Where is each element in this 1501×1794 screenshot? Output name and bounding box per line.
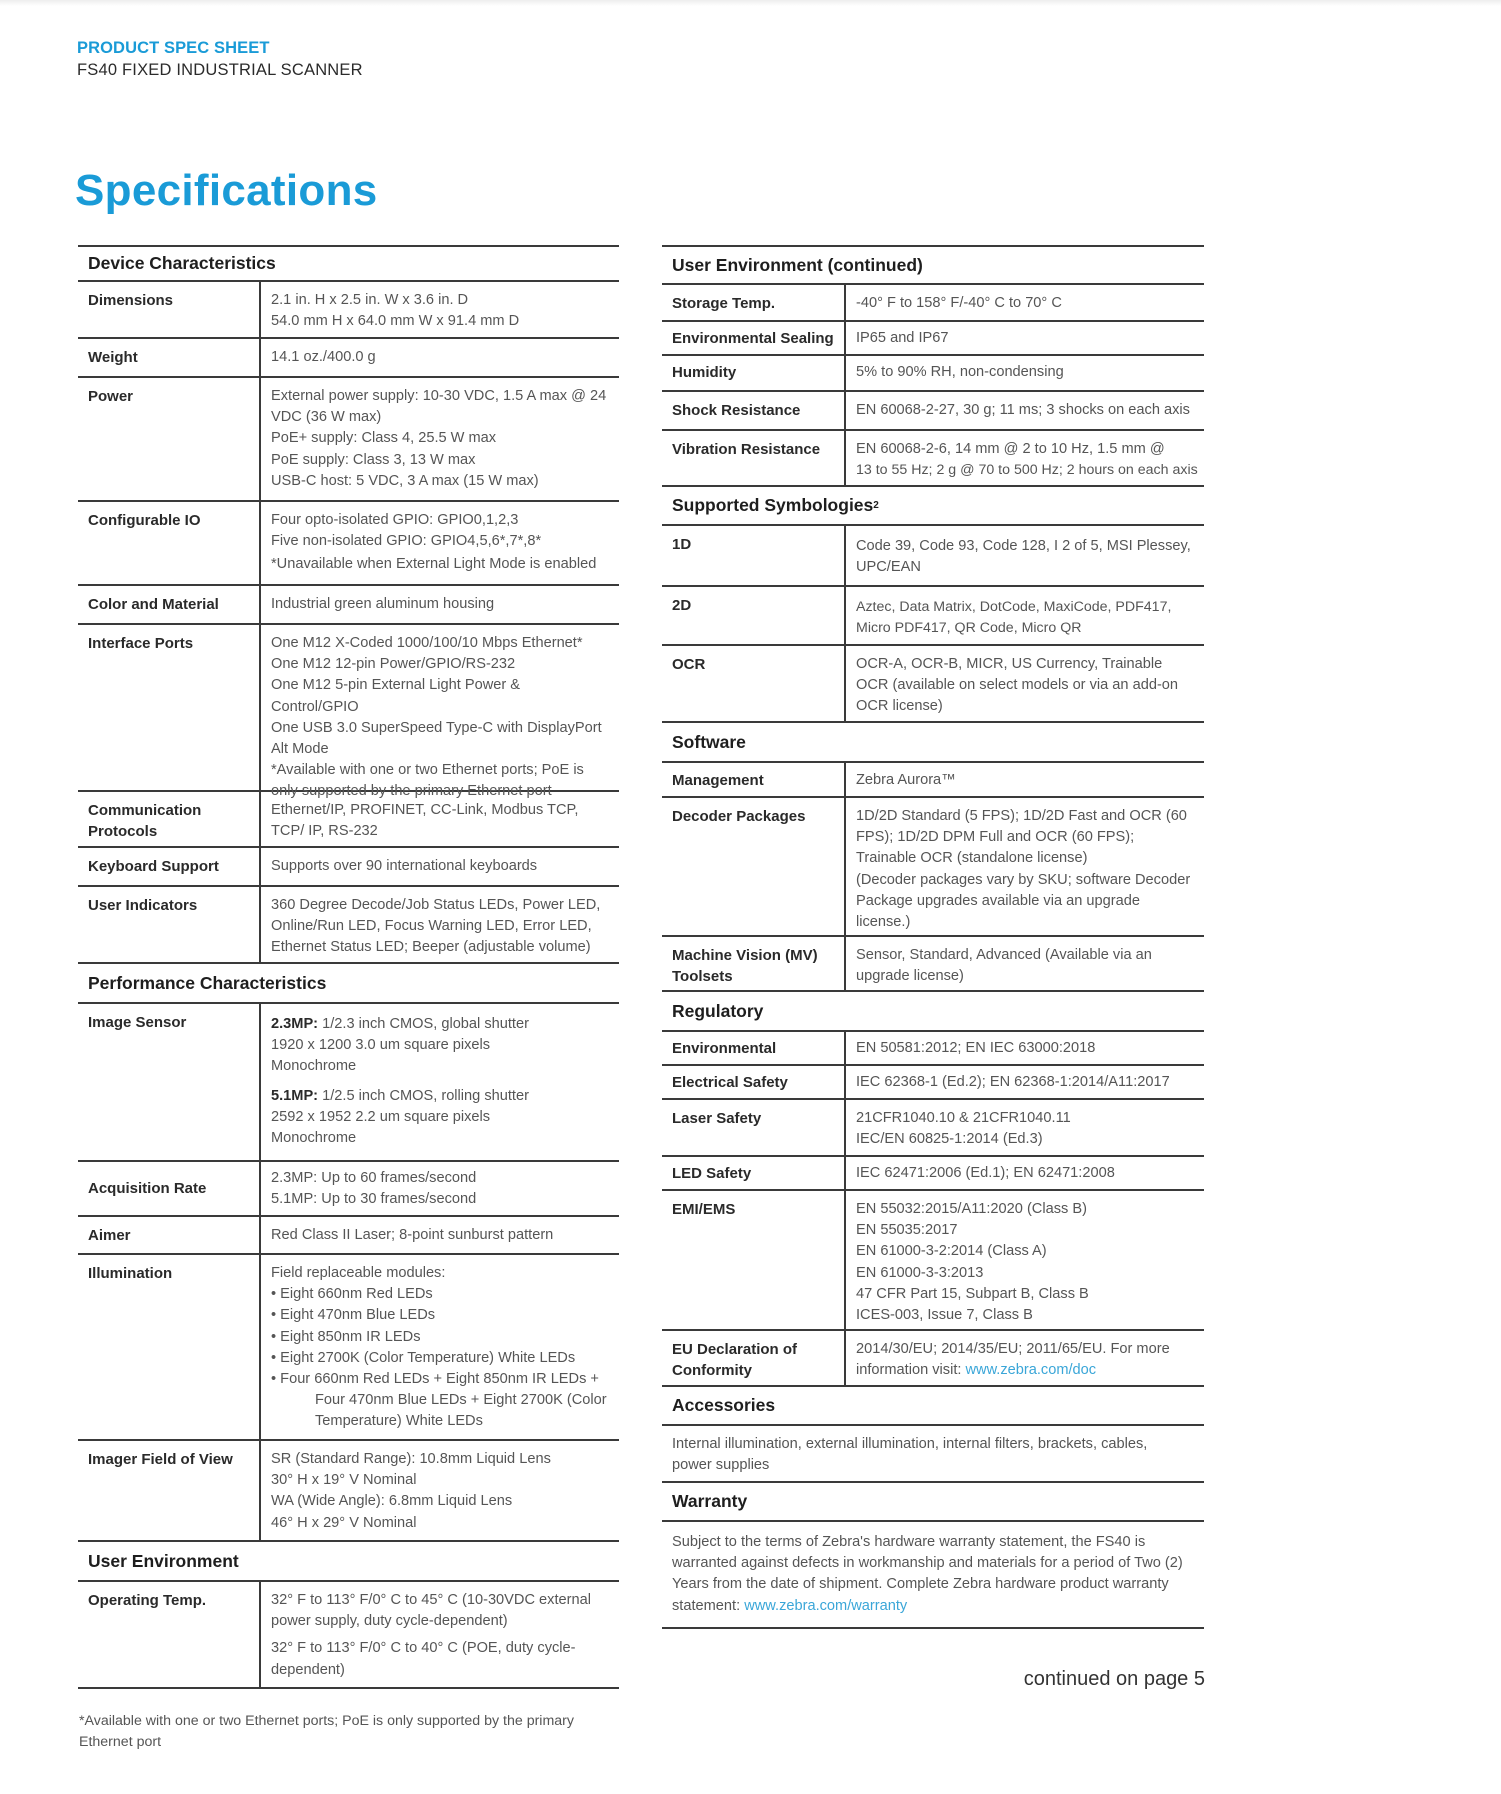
value-line: 30° H x 19° V Nominal bbox=[271, 1472, 417, 1489]
value-text: 2014/30/EU; 2014/35/EU; 2011/65/EU. For more information visit: bbox=[856, 1341, 1170, 1379]
value-line: One M12 12-pin Power/GPIO/RS-232 bbox=[271, 656, 516, 673]
value-line: Five non-isolated GPIO: GPIO4,5,6*,7*,8* bbox=[271, 533, 542, 550]
value-line: Supports over 90 international keyboards bbox=[271, 858, 538, 874]
value-line: 32° F to 113° F/0° C to 40° C (POE, duty cycle-dependent) bbox=[271, 1640, 576, 1678]
value-line: 32° F to 113° F/0° C to 45° C (10-30VDC external power supply, duty cycle-dependent) bbox=[271, 1592, 591, 1630]
spec-value bbox=[846, 937, 1204, 990]
sensor-variant-label: 5.1MP: bbox=[271, 1087, 319, 1104]
value-line: Monochrome bbox=[271, 1058, 357, 1075]
sensor-spec: 1/2.3 inch CMOS, global shutter bbox=[318, 1016, 529, 1032]
spec-row-configurable-io bbox=[78, 502, 619, 586]
value-line: 46° H x 29° V Nominal bbox=[271, 1514, 417, 1531]
spec-label: Environmental Sealing bbox=[662, 322, 846, 354]
value-line: External power supply: 10-30 VDC, 1.5 A max @ 24 VDC (36 W max) bbox=[271, 388, 607, 426]
spec-value bbox=[261, 625, 619, 800]
spec-label: EU Declaration of Conformity bbox=[662, 1331, 846, 1385]
spec-row-power bbox=[78, 378, 619, 502]
spec-value bbox=[261, 848, 619, 885]
spec-value bbox=[261, 792, 619, 846]
spec-row-2d bbox=[662, 587, 1204, 646]
spec-label: Storage Temp. bbox=[662, 285, 846, 320]
value-line bbox=[271, 1014, 611, 1035]
value-line: 14.1 oz./400.0 g bbox=[271, 349, 376, 365]
value-line: IEC 62471:2006 (Ed.1); EN 62471:2008 bbox=[856, 1165, 1115, 1181]
left-column bbox=[78, 245, 619, 1689]
spec-value bbox=[261, 1255, 619, 1439]
value-line: EN 60068-2-6, 14 mm @ 2 to 10 Hz, 1.5 mm @ bbox=[856, 441, 1165, 457]
value-line: 2.1 in. H x 2.5 in. W x 3.6 in. D bbox=[271, 292, 469, 308]
spec-row-aimer bbox=[78, 1217, 619, 1255]
value-line: IP65 and IP67 bbox=[856, 330, 949, 346]
spec-value bbox=[261, 586, 619, 623]
value-line: EN 55035:2017 bbox=[856, 1222, 958, 1239]
spec-label: Interface Ports bbox=[78, 625, 261, 790]
section-heading-warranty: Warranty bbox=[662, 1483, 1204, 1522]
bullet-continuation: Four 470nm Blue LEDs + Eight 2700K (Color Temperature) White LEDs bbox=[315, 1392, 607, 1430]
value-line: Code 39, Code 93, Code 128, I 2 of 5, MSI Plessey, UPC/EAN bbox=[856, 538, 1191, 576]
value-line: Red Class II Laser; 8-point sunburst pattern bbox=[271, 1227, 554, 1243]
spec-value bbox=[846, 392, 1204, 429]
spec-row-eu-declaration bbox=[662, 1331, 1204, 1387]
spec-label: Power bbox=[78, 378, 261, 500]
spec-label: Color and Material bbox=[78, 586, 261, 623]
page-title: Specifications bbox=[75, 166, 378, 215]
spec-label: Decoder Packages bbox=[662, 798, 846, 935]
value-line: 2.3MP: Up to 60 frames/second bbox=[271, 1170, 477, 1186]
section-heading-regulatory: Regulatory bbox=[662, 992, 1204, 1032]
spec-value bbox=[846, 1157, 1204, 1189]
spec-row-color-material bbox=[78, 586, 619, 625]
spec-value bbox=[846, 431, 1204, 485]
value-line: *Available with one or two Ethernet ports; PoE is only supported by the primary Ethernet port bbox=[271, 762, 584, 800]
spec-row-acquisition-rate bbox=[78, 1162, 619, 1217]
value-line: 360 Degree Decode/Job Status LEDs, Power LED, Online/Run LED, Focus Warning LED, Error LED, Ethernet Status LED; Beeper (adjustable volume) bbox=[271, 897, 601, 956]
spec-row-ocr bbox=[662, 646, 1204, 723]
bullet-item: • Four 660nm Red LEDs + Eight 850nm IR LEDs + bbox=[271, 1371, 599, 1388]
section-heading-software: Software bbox=[662, 723, 1204, 763]
value-line: EN 60068-2-27, 30 g; 11 ms; 3 shocks on each axis bbox=[856, 402, 1190, 418]
value-line: 1920 x 1200 3.0 um square pixels bbox=[271, 1037, 491, 1054]
value-line: Four opto-isolated GPIO: GPIO0,1,2,3 bbox=[271, 512, 519, 528]
section-heading-user-environment-continued: User Environment (continued) bbox=[662, 245, 1204, 285]
value-line: One M12 X-Coded 1000/100/10 Mbps Ethernet* bbox=[271, 635, 583, 651]
value-line: Ethernet/IP, PROFINET, CC-Link, Modbus TCP, TCP/ IP, RS-232 bbox=[271, 802, 579, 840]
spec-label: 2D bbox=[662, 587, 846, 644]
spec-row-environmental bbox=[662, 1032, 1204, 1066]
value-line: 54.0 mm H x 64.0 mm W x 91.4 mm D bbox=[271, 313, 520, 330]
value-line: 2592 x 1952 2.2 um square pixels bbox=[271, 1108, 491, 1125]
spec-label: Aimer bbox=[78, 1217, 261, 1253]
spec-value bbox=[261, 1162, 619, 1215]
section-heading-symbologies bbox=[662, 487, 1204, 526]
value-line: 5.1MP: Up to 30 frames/second bbox=[271, 1191, 477, 1208]
spec-label: Machine Vision (MV) Toolsets bbox=[662, 937, 846, 990]
spec-value bbox=[846, 1032, 1204, 1064]
value-line: IEC/EN 60825-1:2014 (Ed.3) bbox=[856, 1131, 1043, 1148]
spec-value bbox=[846, 587, 1204, 644]
value-line: USB-C host: 5 VDC, 3 A max (15 W max) bbox=[271, 472, 539, 489]
spec-value bbox=[261, 282, 619, 337]
spec-label: User Indicators bbox=[78, 887, 261, 962]
spec-value bbox=[261, 1582, 619, 1687]
spec-label: Imager Field of View bbox=[78, 1441, 261, 1540]
continued-note: continued on page 5 bbox=[1023, 1668, 1205, 1690]
spec-row-machine-vision bbox=[662, 937, 1204, 992]
spec-label: Configurable IO bbox=[78, 502, 261, 584]
spec-label: OCR bbox=[662, 646, 846, 721]
spec-row-1d bbox=[662, 526, 1204, 587]
footnote-marker: 2 bbox=[873, 500, 879, 511]
spec-value bbox=[846, 1066, 1204, 1098]
spec-row-operating-temp bbox=[78, 1582, 619, 1689]
spec-label: Image Sensor bbox=[78, 1004, 261, 1160]
doc-kicker: PRODUCT SPEC SHEET bbox=[77, 39, 270, 57]
value-line: *Unavailable when External Light Mode is enabled bbox=[271, 556, 597, 573]
spec-label: Illumination bbox=[78, 1255, 261, 1439]
value-line: 21CFR1040.10 & 21CFR1040.11 bbox=[856, 1110, 1071, 1126]
section-heading-device: Device Characteristics bbox=[78, 245, 619, 282]
spec-row-keyboard-support bbox=[78, 848, 619, 887]
spec-value bbox=[846, 763, 1204, 796]
value-line: -40° F to 158° F/-40° C to 70° C bbox=[856, 295, 1062, 311]
section-heading-accessories: Accessories bbox=[662, 1387, 1204, 1426]
spec-label: Communication Protocols bbox=[78, 792, 261, 846]
spec-row-illumination bbox=[78, 1255, 619, 1441]
spec-row-humidity bbox=[662, 356, 1204, 392]
value-line bbox=[271, 1086, 611, 1107]
value-line: Industrial green aluminum housing bbox=[271, 596, 495, 612]
spec-row-environmental-sealing bbox=[662, 322, 1204, 356]
value-line: Aztec, Data Matrix, DotCode, MaxiCode, PDF417, Micro PDF417, QR Code, Micro QR bbox=[856, 599, 1172, 637]
spec-label: Vibration Resistance bbox=[662, 431, 846, 485]
spec-label: 1D bbox=[662, 526, 846, 585]
spec-row-decoder-packages bbox=[662, 798, 1204, 937]
value-line: PoE supply: Class 3, 13 W max bbox=[271, 451, 476, 468]
spacer bbox=[271, 1078, 611, 1086]
spec-value bbox=[846, 1100, 1204, 1155]
spec-value bbox=[261, 887, 619, 962]
spec-label: Environmental bbox=[662, 1032, 846, 1064]
spec-label: Humidity bbox=[662, 356, 846, 390]
spec-value bbox=[846, 1191, 1204, 1329]
spec-label: Acquisition Rate bbox=[78, 1162, 261, 1215]
spec-value bbox=[261, 1217, 619, 1253]
spec-row-image-sensor bbox=[78, 1004, 619, 1162]
doc-link[interactable]: www.zebra.com/doc bbox=[965, 1362, 1097, 1379]
spec-row-interface-ports bbox=[78, 625, 619, 800]
value-line: Field replaceable modules: bbox=[271, 1265, 446, 1281]
spec-row-field-of-view bbox=[78, 1441, 619, 1542]
accessories-text: Internal illumination, external illumination, internal filters, brackets, cables, power supplies bbox=[662, 1426, 1204, 1483]
spec-value bbox=[846, 646, 1204, 721]
spec-label: Weight bbox=[78, 339, 261, 376]
warranty-text bbox=[662, 1522, 1204, 1629]
value-line: 5% to 90% RH, non-condensing bbox=[856, 364, 1064, 380]
value-line: 1D/2D Standard (5 FPS); 1D/2D Fast and OCR (60 FPS); 1D/2D DPM Full and OCR (60 FPS); Trainable OCR (standalone license) bbox=[856, 808, 1187, 867]
value-line: Sensor, Standard, Advanced (Available via an upgrade license) bbox=[856, 947, 1152, 985]
spec-value bbox=[846, 1331, 1204, 1385]
spec-row-vibration-resistance bbox=[662, 431, 1204, 487]
value-line: SR (Standard Range): 10.8mm Liquid Lens bbox=[271, 1451, 551, 1467]
bullet-item: • Eight 2700K (Color Temperature) White LEDs bbox=[271, 1349, 576, 1366]
right-column bbox=[662, 245, 1204, 1629]
value-line: Monochrome bbox=[271, 1130, 357, 1147]
spec-value bbox=[846, 798, 1204, 935]
value-line: Zebra Aurora™ bbox=[856, 772, 956, 788]
spec-value bbox=[846, 356, 1204, 390]
spec-value bbox=[261, 502, 619, 584]
spec-label: Keyboard Support bbox=[78, 848, 261, 885]
spec-label: EMI/EMS bbox=[662, 1191, 846, 1329]
spec-row-electrical-safety bbox=[662, 1066, 1204, 1100]
spec-row-storage-temp bbox=[662, 285, 1204, 322]
value-line: 13 to 55 Hz; 2 g @ 70 to 500 Hz; 2 hours on each axis bbox=[856, 462, 1198, 479]
product-name: FS40 FIXED INDUSTRIAL SCANNER bbox=[77, 61, 363, 79]
spec-value bbox=[261, 1441, 619, 1540]
value-line: One USB 3.0 SuperSpeed Type-C with DisplayPort Alt Mode bbox=[271, 719, 602, 758]
value-line: EN 50581:2012; EN IEC 63000:2018 bbox=[856, 1040, 1096, 1056]
spec-value bbox=[846, 285, 1204, 320]
spec-row-user-indicators bbox=[78, 887, 619, 964]
spec-label: Electrical Safety bbox=[662, 1066, 846, 1098]
warranty-link[interactable]: www.zebra.com/warranty bbox=[744, 1597, 908, 1614]
spec-label: Management bbox=[662, 763, 846, 796]
value-line: One M12 5-pin External Light Power & Control/GPIO bbox=[271, 677, 521, 715]
warranty-body: Subject to the terms of Zebra's hardware warranty statement, the FS40 is warranted against defects in workmanship and materials for a period of Two (2) Years from the date of shipment. Complete Zebra hardware product warranty statement: bbox=[672, 1534, 1183, 1614]
spec-row-weight bbox=[78, 339, 619, 378]
value-line: 47 CFR Part 15, Subpart B, Class B bbox=[856, 1285, 1089, 1302]
spec-label: Shock Resistance bbox=[662, 392, 846, 429]
bullet-item: • Eight 660nm Red LEDs bbox=[271, 1286, 433, 1303]
spec-row-dimensions bbox=[78, 282, 619, 339]
value-line: ICES-003, Issue 7, Class B bbox=[856, 1307, 1033, 1324]
bullet-item: • Eight 850nm IR LEDs bbox=[271, 1328, 421, 1345]
spec-row-shock-resistance bbox=[662, 392, 1204, 431]
value-line: EN 61000-3-2:2014 (Class A) bbox=[856, 1243, 1047, 1260]
page-top-shade bbox=[0, 0, 1501, 6]
spec-label: LED Safety bbox=[662, 1157, 846, 1189]
value-line: IEC 62368-1 (Ed.2); EN 62368-1:2014/A11:2017 bbox=[856, 1074, 1170, 1090]
sensor-variant-label: 2.3MP: bbox=[271, 1016, 319, 1032]
spec-value bbox=[261, 1004, 619, 1160]
spec-row-communication-protocols bbox=[78, 792, 619, 848]
section-heading-text: Supported Symbologies bbox=[672, 495, 874, 515]
spec-row-led-safety bbox=[662, 1157, 1204, 1191]
value-line: EN 61000-3-3:2013 bbox=[856, 1264, 984, 1281]
spec-row-laser-safety bbox=[662, 1100, 1204, 1157]
sensor-spec: 1/2.5 inch CMOS, rolling shutter bbox=[318, 1087, 529, 1104]
footnote: *Available with one or two Ethernet ports; PoE is only supported by the primary Ethernet port bbox=[79, 1713, 574, 1750]
spec-value bbox=[261, 378, 619, 500]
value-line: PoE+ supply: Class 4, 25.5 W max bbox=[271, 430, 497, 447]
section-heading-user-environment: User Environment bbox=[78, 1542, 619, 1582]
spec-value bbox=[261, 339, 619, 376]
spec-value bbox=[846, 526, 1204, 585]
value-line: EN 55032:2015/A11:2020 (Class B) bbox=[856, 1201, 1087, 1217]
spec-row-management bbox=[662, 763, 1204, 798]
spec-row-emi-ems bbox=[662, 1191, 1204, 1331]
bullet-item: • Eight 470nm Blue LEDs bbox=[271, 1307, 436, 1324]
spec-label: Operating Temp. bbox=[78, 1582, 261, 1687]
value-line: WA (Wide Angle): 6.8mm Liquid Lens bbox=[271, 1493, 513, 1510]
spec-label: Laser Safety bbox=[662, 1100, 846, 1155]
value-line: OCR-A, OCR-B, MICR, US Currency, Trainable OCR (available on select models or via an add-on OCR license) bbox=[856, 656, 1179, 715]
section-heading-performance: Performance Characteristics bbox=[78, 964, 619, 1004]
spec-label: Dimensions bbox=[78, 282, 261, 337]
spec-value bbox=[846, 322, 1204, 354]
value-line: (Decoder packages vary by SKU; software Decoder Package upgrades available via an upgrade license.) bbox=[856, 871, 1191, 931]
